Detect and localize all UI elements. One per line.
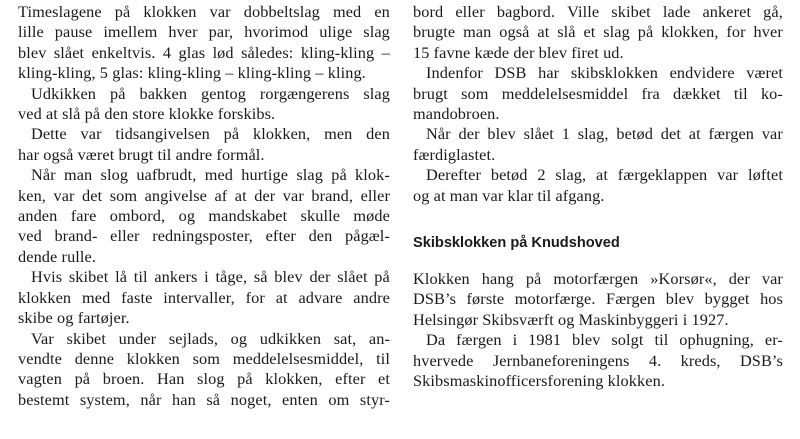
text-line: har også været brugt til andre formål. (18, 144, 265, 164)
text-line: Klokken hang på motorfærgen »Korsør«, der var (413, 269, 783, 289)
text-line: bestemt system, når han så noget, enten om styr- (18, 389, 390, 409)
right-column-bottom-text (413, 269, 783, 391)
text-line: Da færgen i 1981 blev solgt til ophugning, er- (426, 330, 783, 350)
text-line: Derefter betød 2 slag, at færgeklappen var løftet (426, 165, 783, 185)
text-line: Helsingør Skibsværft og Maskinbyggeri i 1927. (413, 309, 729, 329)
text-line: Når man slog uafbrudt, med hurtige slag på klok- (31, 165, 390, 185)
text-line: Hvis skibet lå til ankers i tåge, så blev der slået på (31, 267, 390, 287)
text-line: DSB’s første motorfærge. Færgen blev bygget hos (413, 289, 783, 309)
text-line: klokken med faste intervaller, for at advare andre (18, 287, 390, 307)
text-line: mandobroen. (413, 104, 500, 124)
text-line: ved at slå på den store klokke forskibs. (18, 104, 276, 124)
text-line: Var skibet under sejlads, og udkikken sat, an- (31, 328, 390, 348)
text-line: brugt som meddelelsesmiddel fra dækket til ko- (413, 83, 783, 103)
text-line: og at man var klar til afgang. (413, 185, 605, 205)
text-line: Dette var tidsangivelsen på klokken, men den (31, 124, 390, 144)
text-line: bord eller bagbord. Ville skibet lade ankeret gå, (413, 2, 783, 21)
text-line: skibe og fartøjer. (18, 308, 130, 328)
text-line: 15 favne kæde der blev firet ud. (413, 42, 624, 62)
text-line: ken, var det som angivelse af at der var brand, eller (18, 185, 390, 205)
text-line: blev slået enkeltvis. 4 glas lød således: kling-kling – (18, 42, 390, 62)
right-column-top-text (413, 2, 783, 206)
text-line: vagten på broen. Han slog på klokken, efter et (18, 369, 390, 389)
text-line: hvervede Jernbaneforeningens 4. kreds, DSB’s (413, 350, 783, 370)
text-line: brugte man også at slå et slag på klokken, for hver (413, 22, 783, 42)
right-column (413, 2, 783, 392)
text-line: kling-kling, 5 glas: kling-kling – kling-kling – kling. (18, 63, 366, 83)
text-line: færdiglastet. (413, 144, 496, 164)
text-line: anden fare ombord, og mandskabet skulle møde (18, 206, 390, 226)
text-line: Udkikken på bakken gentog rorgængerens slag (31, 83, 390, 103)
text-line: dende rulle. (18, 246, 97, 266)
text-line: Indenfor DSB har skibsklokken endvidere været (426, 63, 783, 83)
text-line: Timeslagene på klokken var dobbeltslag med en (18, 2, 390, 21)
text-line: vendte denne klokken som meddelelsesmiddel, til (18, 348, 390, 368)
left-column (18, 2, 390, 410)
text-line: Når der blev slået 1 slag, betød det at færgen var (426, 124, 783, 144)
section-heading: Skibsklokken på Knudshoved (413, 235, 620, 252)
text-line: ved brand- eller redningsposter, efter den pågæl- (18, 226, 390, 246)
text-line: Skibsmaskinofficersforening klokken. (413, 371, 665, 391)
text-line: lille pause imellem hver par, hvorimod ulige slag (18, 22, 390, 42)
